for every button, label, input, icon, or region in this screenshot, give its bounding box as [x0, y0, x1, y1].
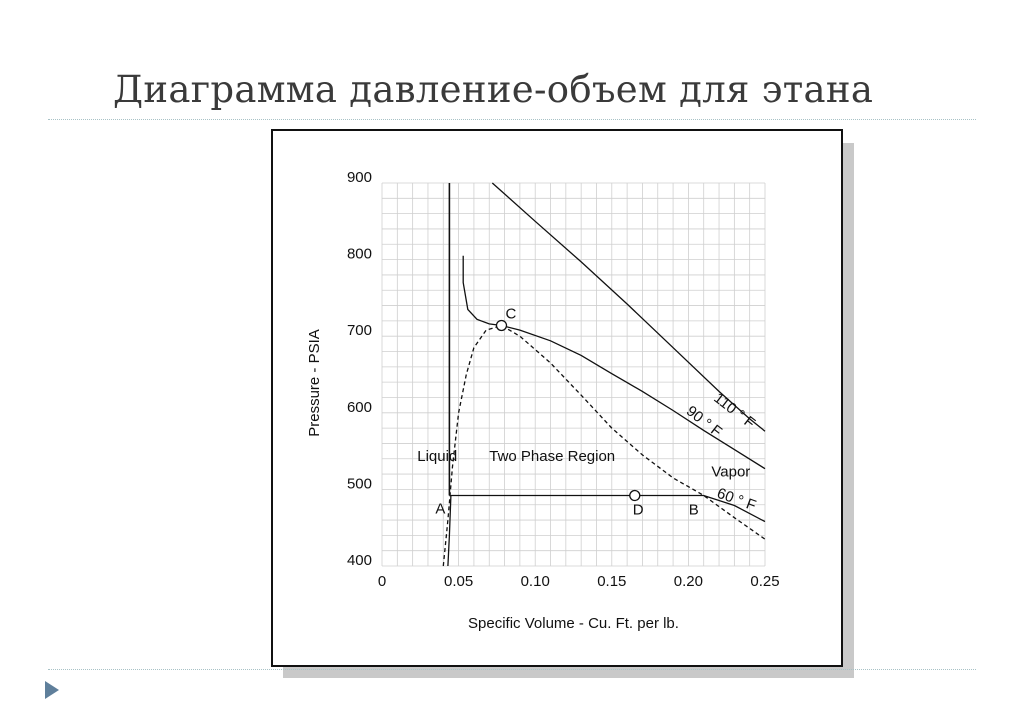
- point-marker-d: [630, 491, 640, 501]
- point-label-b: B: [688, 501, 699, 519]
- x-tick-label: 0.10: [520, 573, 550, 590]
- annotation-label: 110 ° F: [710, 389, 759, 433]
- chart-text: [306, 169, 780, 632]
- y-tick-label: 400: [346, 552, 372, 569]
- x-axis-label: Specific Volume - Cu. Ft. per lb.: [468, 615, 679, 632]
- x-tick-label: 0.25: [750, 573, 780, 590]
- annotation-label: Liquid: [417, 448, 458, 466]
- annotation-label: Vapor: [711, 463, 751, 481]
- point-label-c: C: [505, 305, 517, 323]
- point-label-a: A: [435, 500, 446, 518]
- x-tick-label: 0.05: [443, 573, 474, 590]
- slide-bullet-icon: [45, 681, 59, 699]
- chart-series: [443, 183, 765, 566]
- y-tick-label: 700: [346, 322, 372, 340]
- chart-marks: [496, 320, 639, 500]
- slide-title: Диаграмма давление-объем для этана: [113, 68, 874, 111]
- y-tick-label: 800: [346, 245, 372, 263]
- x-tick-label: 0.20: [673, 573, 704, 590]
- point-label-d: D: [632, 501, 644, 519]
- y-tick-label: 900: [346, 169, 372, 186]
- annotation-label: 60 ° F: [714, 484, 759, 515]
- footer-divider: [48, 669, 976, 670]
- series-line-1: [463, 256, 765, 469]
- annotation-label: Two Phase Region: [489, 448, 616, 466]
- annotation-label: 90 ° F: [682, 402, 726, 441]
- x-tick-label: 0.15: [597, 573, 627, 590]
- x-tick-label: 0: [377, 573, 387, 590]
- y-tick-label: 500: [346, 475, 372, 493]
- y-axis-label: Pressure - PSIA: [306, 329, 323, 437]
- series-line-4: [443, 326, 765, 567]
- y-tick-label: 600: [346, 398, 372, 416]
